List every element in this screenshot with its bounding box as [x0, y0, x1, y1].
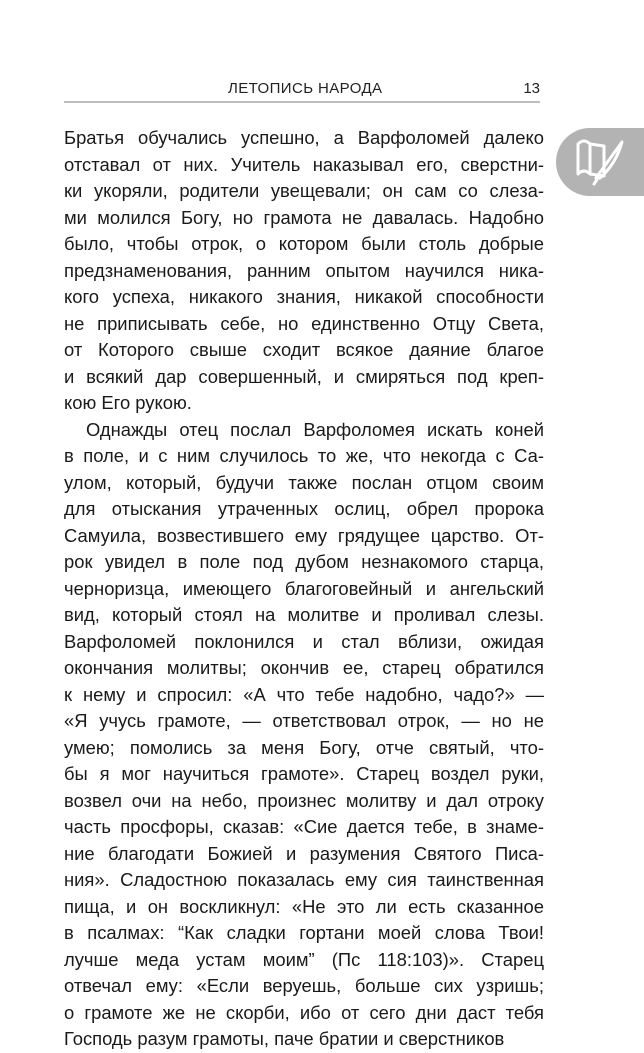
text-line: о грамоте же не скорби, ибо от сего дни даст тебя	[64, 1001, 544, 1023]
text-line: пища, и он воскликнул: «Не это ли есть сказанное	[64, 895, 544, 917]
text-line: рок увидел в поле под дубом незнакомого старца,	[64, 551, 544, 572]
text-line: ния». Сладостною показалась ему сия таинственная	[64, 869, 544, 890]
text-line: кою Его рукою.	[64, 392, 192, 413]
scroll-quill-icon	[568, 134, 628, 190]
page-number: 13	[523, 80, 540, 97]
running-title: ЛЕТОПИСЬ НАРОДА	[228, 80, 383, 97]
text-line: ние благодати Божией и разумения Святого Писа-	[64, 842, 544, 864]
text-line: отставал от них. Учитель наказывал его, сверстни-	[64, 153, 544, 175]
text-line: ки укоряли, родители увещевали; он сам со слеза-	[64, 180, 544, 201]
section-thumb-tab	[556, 128, 644, 196]
text-line: Самуила, возвестившего ему грядущее царство. От-	[64, 524, 544, 546]
text-line: к нему и спросил: «А что тебе надобно, чадо?» —	[64, 683, 544, 705]
text-line: не приписывать себе, но единственно Отцу Света,	[64, 312, 544, 334]
text-line: вид, который стоял на молитве и проливал слезы.	[64, 604, 544, 625]
text-line: и всякий дар совершенный, и смиряться под креп-	[64, 365, 544, 387]
text-line: было, чтобы отрок, о котором были столь добрые	[64, 233, 544, 254]
text-line: в псалмах: “Как сладки гортани моей слова Твои!	[64, 922, 544, 943]
text-line: бы я мог научиться грамоте». Старец воздел руки,	[64, 763, 544, 784]
text-line: окончания молитвы; окончив ее, старец обратился	[64, 657, 544, 678]
text-line: часть просфоры, сказав: «Сие дается тебе, в знаме-	[64, 816, 544, 837]
text-line: лучше меда устам моим” (Пс 118:103)». Старец	[64, 948, 544, 970]
running-header	[64, 80, 540, 102]
text-line: Братья обучались успешно, а Варфоломей далеко	[64, 127, 544, 148]
text-line: от Которого свыше сходит всякое даяние благое	[64, 339, 544, 360]
text-line: в поле, и с ним случилось то же, что некогда с Са-	[64, 445, 544, 466]
text-line: Однажды отец послал Варфоломея искать коней	[86, 418, 544, 440]
paragraph	[64, 417, 544, 1053]
header-rule	[64, 101, 540, 103]
text-line: отвечал ему: «Если веруешь, больше сих узришь;	[64, 975, 544, 996]
text-line: Варфоломей поклонился и стал вблизи, ожидая	[64, 630, 544, 652]
text-line: Господь разум грамоты, паче братии и сверстников	[64, 1028, 505, 1049]
text-line: предзнаменования, ранним опытом научился ника-	[64, 259, 544, 281]
text-line: умею; помолись за меня Богу, отче святый, что-	[64, 736, 544, 758]
text-line: улом, который, будучи также послан отцом своим	[64, 471, 544, 493]
text-line: «Я учусь грамоте, — ответствовал отрок, — но не	[64, 710, 544, 731]
body-text	[64, 125, 544, 1053]
paragraph	[64, 125, 544, 417]
text-line: кого успеха, никакого знания, никакой способности	[64, 286, 544, 307]
text-line: возвел очи на небо, произнес молитву и дал отроку	[64, 789, 544, 811]
text-line: для отыскания утраченных ослиц, обрел пророка	[64, 498, 544, 519]
text-line: ми молился Богу, но грамота не давалась. Надобно	[64, 206, 544, 228]
text-line: черноризца, имеющего благоговейный и ангельский	[64, 577, 544, 599]
